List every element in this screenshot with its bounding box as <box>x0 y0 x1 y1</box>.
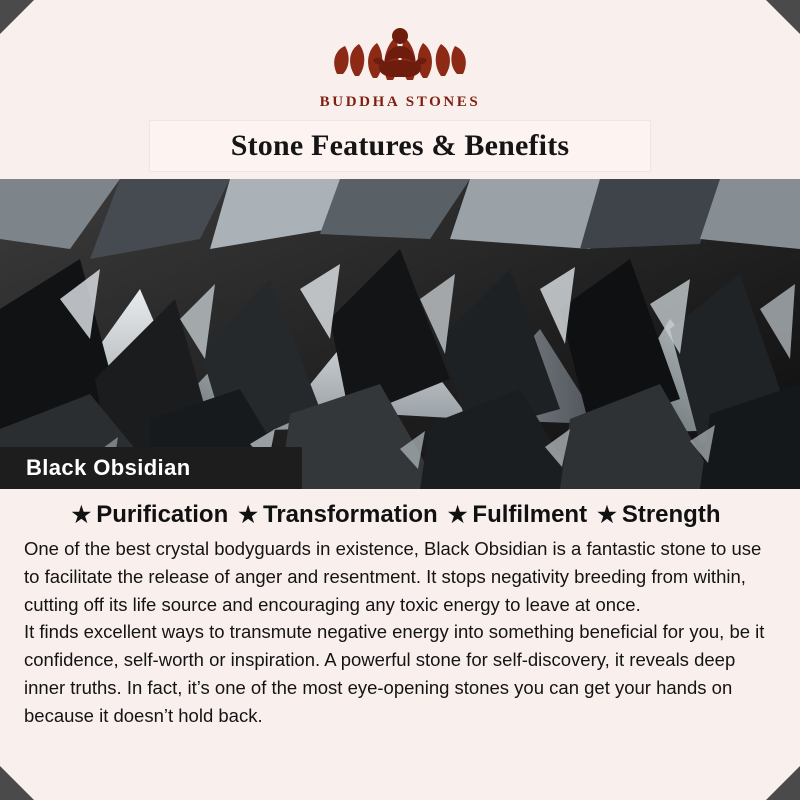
keyword-item <box>448 501 595 529</box>
keyword-label: Strength <box>621 501 721 528</box>
corner-decoration-bottom-right <box>766 766 800 800</box>
keyword-label: Purification <box>96 501 229 528</box>
keyword-item <box>238 501 445 529</box>
keyword-item <box>597 501 728 529</box>
star-icon: ★ <box>447 502 468 527</box>
description-paragraph-2: It finds excellent ways to transmute negative energy into something beneficial for you, be it confidence, self-worth or inspiration. A powerful stone for self-discovery, it reveals deep inner truths. In fact, it’s one of the most eye-opening stones you can get your hands on because it doesn’t hold back. <box>24 621 765 726</box>
keyword-list <box>0 501 800 529</box>
corner-decoration-bottom-left <box>0 766 34 800</box>
page-title-banner <box>150 121 650 171</box>
keyword-label: Transformation <box>262 501 438 528</box>
star-icon: ★ <box>238 502 258 527</box>
corner-decoration-top-left <box>0 0 34 34</box>
corner-decoration-top-right <box>766 0 800 34</box>
brand-header <box>0 0 800 111</box>
description-paragraph-1: One of the best crystal bodyguards in existence, Black Obsidian is a fantastic stone to use to facilitate the release of anger and resentment. It stops negativity breeding from within, cutting off its life source and encouraging any toxic energy to leave at once. <box>24 538 762 615</box>
star-icon: ★ <box>597 502 617 527</box>
brand-name: BUDDHA STONES <box>319 94 481 110</box>
description-block <box>24 535 776 729</box>
keyword-item <box>72 501 237 529</box>
page-title: Stone Features & Benefits <box>230 129 570 162</box>
hero-image <box>0 179 800 489</box>
obsidian-shards-illustration <box>0 179 800 489</box>
keyword-label: Fulfilment <box>472 501 588 528</box>
bottom-spacer <box>0 729 800 747</box>
star-icon: ★ <box>71 502 92 527</box>
hero-caption: Black Obsidian <box>0 447 302 489</box>
lotus-meditation-icon <box>325 16 475 92</box>
